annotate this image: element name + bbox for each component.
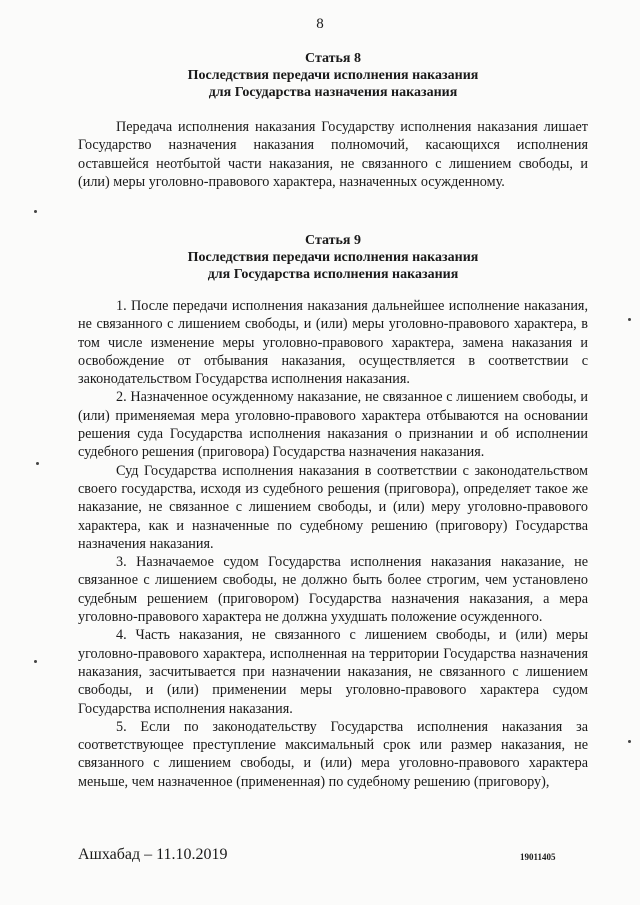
article-8-paragraph: Передача исполнения наказания Государству исполнения наказания лишает Государство назначения наказания полномочий, касающихся исполнения оставшейся неотбытой части наказания, не связанного с лишением свободы, и (или) меры уголовно-правового характера, назначенных осужденному. [78,119,588,190]
article-9-subtitle-line-1: Последствия передачи исполнения наказания [187,250,479,265]
scan-mark [34,210,37,213]
scan-mark [34,660,37,663]
scan-mark [36,462,39,465]
footer-document-code: 19011405 [520,852,556,862]
article-9-paragraph-1: 1. После передачи исполнения наказания дальнейшее исполнение наказания, не связанного с лишением свободы, и (или) меры уголовно-правового характера, в том числе изменение меры уголовно-правового характера, замена наказания и освобождение от отбывания наказания, осуществляется в соответствии с законодательством Государства исполнения наказания. [78,298,588,388]
scan-mark [628,318,631,321]
article-9-subtitle-line-2: для Государства исполнения наказания [207,267,459,282]
article-8 [78,50,588,191]
page-number: 8 [316,16,324,32]
article-9 [78,232,588,791]
footer-place-date: Ашхабад – 11.10.2019 [78,846,228,863]
article-9-paragraph-3: 3. Назначаемое судом Государства исполнения наказания наказание, не связанное с лишением свободы, не должно быть более строгим, чем установлено судебным решением (приговором) Государства назначения наказания, а мера уголовно-правового характера не должна ухудшать положение осужденного. [78,554,588,626]
article-8-subtitle-line-2: для Государства назначения наказания [208,85,458,100]
article-9-title: Статья 9 [305,233,361,248]
article-9-paragraph-5: 5. Если по законодательству Государства исполнения наказания за соответствующее преступление максимальный срок или размер наказания, не связанного с лишением свободы, и (или) мера уголовно-правового характера меньше, чем назначенное (примененная) по судебному решению (приговору), [78,718,588,790]
article-9-paragraph-2: 2. Назначенное осужденному наказание, не связанное с лишением свободы, и (или) применяемая мера уголовно-правового характера отбываются на основании решения суда Государства исполнения наказания о признании и об исполнении судебного решения (приговора) Государства назначения наказания. [78,389,588,461]
scan-mark [628,740,631,743]
article-8-subtitle-line-1: Последствия передачи исполнения наказания [187,68,479,83]
article-8-title: Статья 8 [305,51,361,66]
article-9-paragraph-4: 4. Часть наказания, не связанного с лишением свободы, и (или) меры уголовно-правового характера, исполненная на территории Государства назначения наказания, засчитывается при назначении наказания, не связанного с лишением свободы, и (или) применении меры уголовно-правового характера судом Государства исполнения наказания. [78,627,588,717]
article-9-paragraph-2-continued: Суд Государства исполнения наказания в соответствии с законодательством своего государства, исходя из судебного решения (приговора), определяет такое же наказание, не связанное с лишением свободы, и (или) меру уголовно-правового характера, как и назначенные по судебному решению (приговору) Государства назначения наказания. [78,462,588,552]
